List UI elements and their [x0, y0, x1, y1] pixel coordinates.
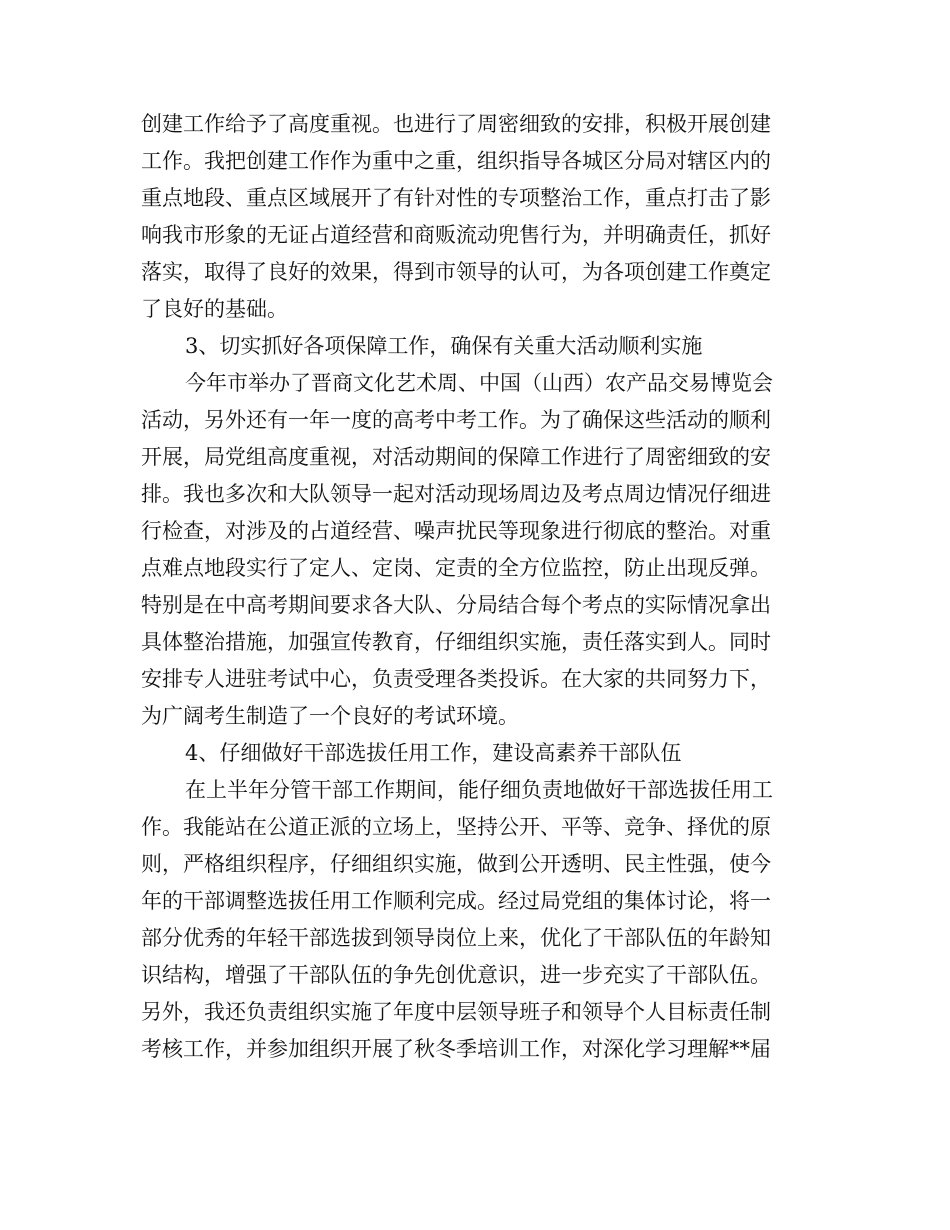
document-page — [141, 106, 801, 1068]
text-line: 部分优秀的年轻干部选拔到领导岗位上来，优化了干部队伍的年龄知 — [141, 926, 771, 950]
text-line: 安排专人进驻考试中心，负责受理各类投诉。在大家的共同努力下， — [141, 667, 771, 691]
text-line: 开展，局党组高度重视，对活动期间的保障工作进行了周密细致的安 — [141, 445, 771, 469]
text-line: 排。我也多次和大队领导一起对活动现场周边及考点周边情况仔细进 — [141, 482, 771, 506]
text-line: 具体整治措施，加强宣传教育，仔细组织实施，责任落实到人。同时 — [141, 630, 771, 654]
paragraph-start: 在上半年分管干部工作期间，能仔细负责地做好干部选拔任用工 — [185, 778, 773, 802]
text-line: 响我市形象的无证占道经营和商贩流动兜售行为，并明确责任，抓好 — [141, 223, 771, 247]
text-line: 考核工作，并参加组织开展了秋冬季培训工作，对深化学习理解**届 — [141, 1037, 771, 1061]
text-line: 识结构，增强了干部队伍的争先创优意识，进一步充实了干部队伍。 — [141, 963, 771, 987]
paragraph-start: 今年市举办了晋商文化艺术周、中国（山西）农产品交易博览会 — [185, 371, 773, 395]
text-line: 特别是在中高考期间要求各大队、分局结合每个考点的实际情况拿出 — [141, 593, 771, 617]
text-line: 点难点地段实行了定人、定岗、定责的全方位监控，防止出现反弹。 — [141, 556, 771, 580]
text-line: 另外，我还负责组织实施了年度中层领导班子和领导个人目标责任制 — [141, 1000, 771, 1024]
text-line: 年的干部调整选拔任用工作顺利完成。经过局党组的集体讨论，将一 — [141, 889, 771, 913]
text-line: 落实，取得了良好的效果，得到市领导的认可，为各项创建工作奠定 — [141, 260, 771, 284]
text-line: 活动，另外还有一年一度的高考中考工作。为了确保这些活动的顺利 — [141, 408, 771, 432]
text-line: 了良好的基础。 — [141, 297, 288, 321]
section-heading-3: 3、切实抓好各项保障工作，确保有关重大活动顺利实施 — [185, 334, 703, 358]
text-line: 重点地段、重点区域展开了有针对性的专项整治工作，重点打击了影 — [141, 186, 771, 210]
text-line: 创建工作给予了高度重视。也进行了周密细致的安排，积极开展创建 — [141, 112, 771, 136]
text-line: 作。我能站在公道正派的立场上，坚持公开、平等、竞争、择优的原 — [141, 815, 771, 839]
text-line: 行检查，对涉及的占道经营、噪声扰民等现象进行彻底的整治。对重 — [141, 519, 771, 543]
text-line: 为广阔考生制造了一个良好的考试环境。 — [141, 704, 519, 728]
text-line: 则，严格组织程序，仔细组织实施，做到公开透明、民主性强，使今 — [141, 852, 771, 876]
text-line: 工作。我把创建工作作为重中之重，组织指导各城区分局对辖区内的 — [141, 149, 771, 173]
section-heading-4: 4、仔细做好干部选拔任用工作，建设高素养干部队伍 — [185, 741, 682, 765]
